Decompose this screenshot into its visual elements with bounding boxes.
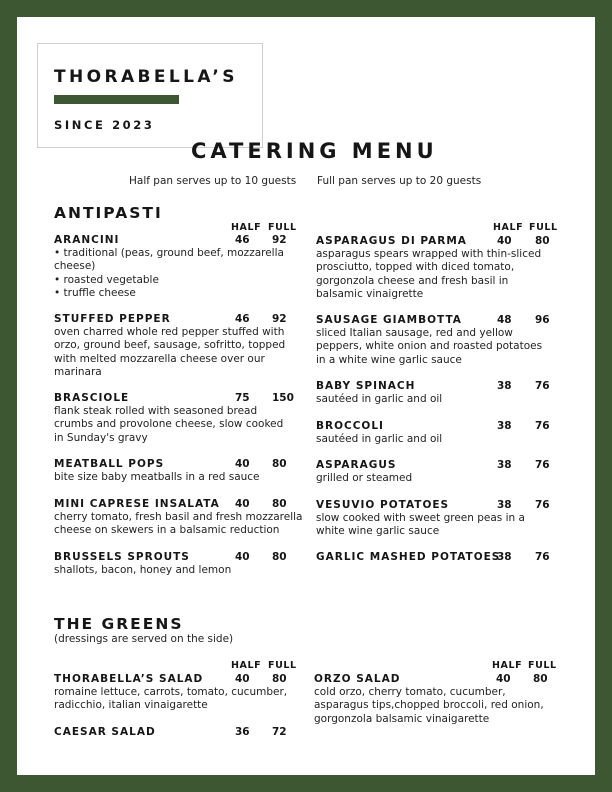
antipasti-right-item-name: ASPARAGUS xyxy=(316,459,397,471)
antipasti-right-item-half-price: 40 xyxy=(497,235,512,247)
description-line: white wine garlic sauce xyxy=(316,525,440,538)
antipasti-right-item-half-price: 38 xyxy=(497,420,512,432)
antipasti-left-item-description xyxy=(54,471,260,484)
antipasti-left-item-full-price: 80 xyxy=(272,551,287,563)
antipasti-left-item-name: BRASCIOLE xyxy=(54,392,130,404)
description-line: sliced Italian sausage, red and yellow xyxy=(316,327,513,339)
antipasti-left-item-description xyxy=(54,247,284,300)
antipasti-right-item-description xyxy=(316,472,412,485)
antipasti-right-item-description xyxy=(316,433,442,446)
description-line: asparagus spears wrapped with thin-sliced xyxy=(316,248,542,260)
antipasti-right-item-description xyxy=(316,327,542,367)
antipasti-left-half-header: HALF xyxy=(231,222,262,233)
antipasti-right-item-description xyxy=(316,512,525,539)
description-line: sautéed in garlic and oil xyxy=(316,393,443,405)
description-line: bite size baby meatballs in a red sauce xyxy=(54,471,260,483)
brand-accent-bar xyxy=(54,95,179,104)
brand-since: SINCE 2023 xyxy=(54,118,155,132)
antipasti-right-item-description xyxy=(316,248,541,301)
antipasti-left-item-half-price: 75 xyxy=(235,392,250,404)
description-line: slow cooked with sweet green peas in a xyxy=(316,512,525,524)
description-line: prosciutto, topped with diced tomato, xyxy=(316,261,515,274)
antipasti-right-item-full-price: 76 xyxy=(535,420,550,432)
antipasti-right-item-half-price: 38 xyxy=(497,551,512,563)
description-line: crumbs and provolone cheese, slow cooked xyxy=(54,418,284,431)
greens-left-item-half-price: 36 xyxy=(235,726,250,738)
description-line: in a white wine garlic sauce xyxy=(316,353,462,366)
description-line: peppers, white onion and roasted potatoes xyxy=(316,340,543,353)
greens-note: (dressings are served on the side) xyxy=(54,633,234,645)
antipasti-left-item-full-price: 150 xyxy=(272,392,294,404)
greens-right-item-description xyxy=(314,686,544,726)
greens-left-item-name: CAESAR SALAD xyxy=(54,726,156,738)
description-line: shallots, bacon, honey and lemon xyxy=(54,564,232,576)
antipasti-left-full-header: FULL xyxy=(268,222,297,233)
description-line: sautéed in garlic and oil xyxy=(316,433,443,445)
antipasti-right-item-half-price: 38 xyxy=(497,499,512,511)
serves-half-note: Half pan serves up to 10 guests xyxy=(129,175,297,187)
antipasti-right-item-name: SAUSAGE GIAMBOTTA xyxy=(316,314,462,326)
greens-left-item-full-price: 80 xyxy=(272,673,287,685)
description-line: marinara xyxy=(54,365,102,378)
description-line: balsamic vinaigrette xyxy=(316,287,424,300)
antipasti-left-item-half-price: 46 xyxy=(235,313,250,325)
description-line: cheese) xyxy=(54,260,96,273)
antipasti-right-item-half-price: 38 xyxy=(497,380,512,392)
description-line: with melted mozzarella cheese over our xyxy=(54,352,265,365)
antipasti-right-item-name: BABY SPINACH xyxy=(316,380,416,392)
antipasti-left-item-half-price: 40 xyxy=(235,498,250,510)
greens-right-half-header: HALF xyxy=(492,660,523,671)
description-line: in Sunday's gravy xyxy=(54,431,148,444)
antipasti-left-item-full-price: 92 xyxy=(272,313,287,325)
antipasti-left-item-full-price: 80 xyxy=(272,498,287,510)
description-line: grilled or steamed xyxy=(316,472,413,484)
section-title-greens: THE GREENS xyxy=(54,615,184,633)
antipasti-right-item-name: ASPARAGUS DI PARMA xyxy=(316,235,467,247)
antipasti-right-item-description xyxy=(316,393,442,406)
description-line: • roasted vegetable xyxy=(54,273,159,286)
greens-right-item-name: ORZO SALAD xyxy=(314,673,401,685)
antipasti-left-item-name: MINI CAPRESE INSALATA xyxy=(54,498,220,510)
description-line: cherry tomato, fresh basil and fresh mozzarella xyxy=(54,511,303,523)
serves-full-note: Full pan serves up to 20 guests xyxy=(317,175,482,187)
antipasti-right-item-full-price: 80 xyxy=(535,235,550,247)
antipasti-right-item-name: GARLIC MASHED POTATOES xyxy=(316,551,501,563)
antipasti-left-item-full-price: 92 xyxy=(272,234,287,246)
antipasti-right-item-name: BROCCOLI xyxy=(316,420,384,432)
antipasti-left-item-half-price: 40 xyxy=(235,551,250,563)
antipasti-right-full-header: FULL xyxy=(529,222,558,233)
antipasti-left-item-full-price: 80 xyxy=(272,458,287,470)
description-line: flank steak rolled with seasoned bread xyxy=(54,405,258,417)
greens-right-item-full-price: 80 xyxy=(533,673,548,685)
antipasti-left-item-half-price: 46 xyxy=(235,234,250,246)
greens-right-full-header: FULL xyxy=(528,660,557,671)
antipasti-left-item-name: BRUSSELS SPROUTS xyxy=(54,551,190,563)
antipasti-right-item-full-price: 76 xyxy=(535,380,550,392)
antipasti-right-item-full-price: 96 xyxy=(535,314,550,326)
antipasti-right-item-half-price: 38 xyxy=(497,459,512,471)
antipasti-right-half-header: HALF xyxy=(493,222,524,233)
description-line: romaine lettuce, carrots, tomato, cucumber, xyxy=(54,686,288,698)
antipasti-right-item-name: VESUVIO POTATOES xyxy=(316,499,450,511)
description-line: radicchio, italian vinaigarette xyxy=(54,699,208,712)
antipasti-left-item-description xyxy=(54,326,285,379)
page-title: CATERING MENU xyxy=(191,139,438,163)
description-line: gorgonzola cheese and fresh basil in xyxy=(316,274,509,287)
antipasti-left-item-description xyxy=(54,405,283,445)
description-line: cheese on skewers in a balsamic reduction xyxy=(54,524,280,537)
antipasti-left-item-name: ARANCINI xyxy=(54,234,120,246)
greens-right-item-half-price: 40 xyxy=(496,673,511,685)
antipasti-right-item-full-price: 76 xyxy=(535,459,550,471)
antipasti-right-item-full-price: 76 xyxy=(535,499,550,511)
brand-name: THORABELLA’S xyxy=(54,67,238,87)
description-line: gorgonzola balsamic vinaigarette xyxy=(314,712,490,725)
greens-left-item-description xyxy=(54,686,287,713)
antipasti-left-item-name: STUFFED PEPPER xyxy=(54,313,171,325)
description-line: • traditional (peas, ground beef, mozzarella xyxy=(54,247,284,259)
greens-left-half-header: HALF xyxy=(231,660,262,671)
description-line: oven charred whole red pepper stuffed with xyxy=(54,326,285,338)
greens-left-item-name: THORABELLA’S SALAD xyxy=(54,673,204,685)
section-title-antipasti: ANTIPASTI xyxy=(54,204,163,222)
description-line: asparagus tips,chopped broccoli, red onion, xyxy=(314,699,544,712)
antipasti-left-item-half-price: 40 xyxy=(235,458,250,470)
greens-left-item-half-price: 40 xyxy=(235,673,250,685)
antipasti-left-item-description xyxy=(54,511,302,538)
description-line: orzo, ground beef, sausage, sofritto, topped xyxy=(54,339,286,352)
antipasti-left-item-name: MEATBALL POPS xyxy=(54,458,165,470)
description-line: cold orzo, cherry tomato, cucumber, xyxy=(314,686,506,698)
antipasti-right-item-half-price: 48 xyxy=(497,314,512,326)
description-line: • truffle cheese xyxy=(54,286,136,299)
greens-left-full-header: FULL xyxy=(268,660,297,671)
antipasti-right-item-full-price: 76 xyxy=(535,551,550,563)
antipasti-left-item-description xyxy=(54,564,231,577)
greens-left-item-full-price: 72 xyxy=(272,726,287,738)
